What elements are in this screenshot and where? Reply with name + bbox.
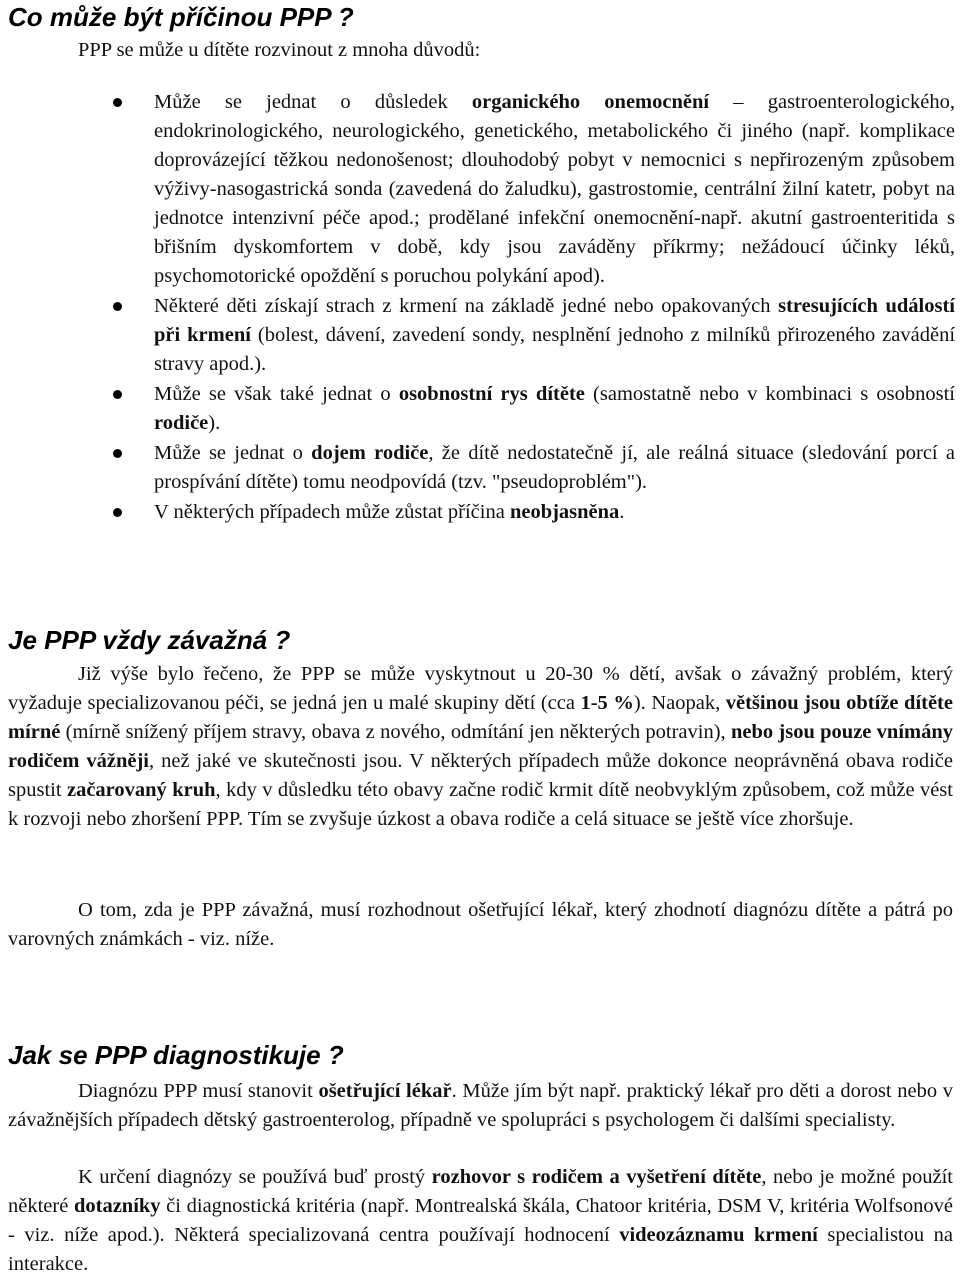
bullet-icon bbox=[113, 302, 122, 311]
bullet-icon bbox=[113, 449, 122, 458]
bullet-icon bbox=[113, 98, 122, 107]
bullet-icon bbox=[113, 508, 122, 517]
diagnosis-paragraph-2: K určení diagnózy se používá buď prostý rozhovor s rodičem a vyšetření dítěte, nebo je možné použít některé dotazníky či diagnostická kritéria (např. Montrealská škála, Chatoor kritéria, DSM V, kritéria Wolfsonové - viz. níže apod.). Některá specializovaná centra používají hodnocení videozáznamu krmení specialistou na interakce. bbox=[8, 1166, 954, 1275]
severity-paragraph: Již výše bylo řečeno, že PPP se může vyskytnout u 20-30 % dětí, avšak o závažný problém, který vyžaduje specializovanou péči, se jedná jen u malé skupiny dětí (cca 1-5 %). Naopak, většinou jsou obtíže dítěte mírné (mírně snížený příjem stravy, obava z nového, odmítání jen některých potravin), nebo jsou pouze vnímány rodičem vážněji, než jaké ve skutečnosti jsou. V některých případech může dokonce neoprávněná obava rodiče spustit začarovaný kruh, kdy v důsledku této obavy začne rodič krmit dítě neobvyklým způsobem, což může vést k rozvoji nebo zhoršení PPP. Tím se zvyšuje úzkost a obava rodiče a celá situace se ještě více zhoršuje. bbox=[8, 663, 953, 830]
heading-causes: Co může být příčinou PPP ? bbox=[8, 2, 354, 32]
list-item: Některé děti získají strach z krmení na základě jedné nebo opakovaných stresujících událostí při krmení (bolest, dávení, zavedení sondy, nesplnění jednoho z milníků přirozeného zavádění stravy apod.). bbox=[0, 292, 955, 379]
list-item: Může se však také jednat o osobnostní rys dítěte (samostatně nebo v kombinaci s osobností rodiče). bbox=[0, 380, 955, 438]
diagnosis-paragraph: Diagnózu PPP musí stanovit ošetřující lékař. Může jím být např. praktický lékař pro děti a dorost nebo v závažnějších případech dětský gastroenterolog, případně ve spolupráci s psychologem či dalšími specialisty. bbox=[8, 1080, 953, 1131]
list-item: Může se jednat o důsledek organického onemocnění – gastroenterologického, endokrinologického, neurologického, genetického, metabolického či jiného (např. komplikace doprovázející těžkou nedonošenost; dlouhodobý pobyt v nemocnici s nepřirozeným způsobem výživy-nasogastrická sonda (zavedená do žaludku), gastrostomie, centrální žilní katetr, pobyt na jednotce intenzivní péče apod.; prodělané infekční onemocnění-např. akutní gastroenteritida s břišním dyskomfortem v době, kdy jsou zaváděny příkrmy; nežádoucí účinky léků, psychomotorické opoždění s poruchou polykání apod). bbox=[0, 88, 955, 291]
heading-severity: Je PPP vždy závažná ? bbox=[8, 625, 291, 655]
severity-paragraph-2: O tom, zda je PPP závažná, musí rozhodnout ošetřující lékař, který zhodnotí diagnózu dítěte a pátrá po varovných známkách - viz. níže. bbox=[8, 899, 953, 950]
list-item: V některých případech může zůstat příčina neobjasněna. bbox=[0, 498, 955, 527]
causes-list bbox=[0, 88, 955, 527]
heading-diagnosis: Jak se PPP diagnostikuje ? bbox=[8, 1040, 344, 1070]
list-item: Může se jednat o dojem rodiče, že dítě nedostatečně jí, ale reálná situace (sledování porcí a prospívání dítěte) tomu neodpovídá (tzv. "pseudoproblém"). bbox=[0, 439, 955, 497]
bullet-icon bbox=[113, 390, 122, 399]
intro-paragraph: PPP se může u dítěte rozvinout z mnoha důvodů: bbox=[78, 39, 481, 61]
